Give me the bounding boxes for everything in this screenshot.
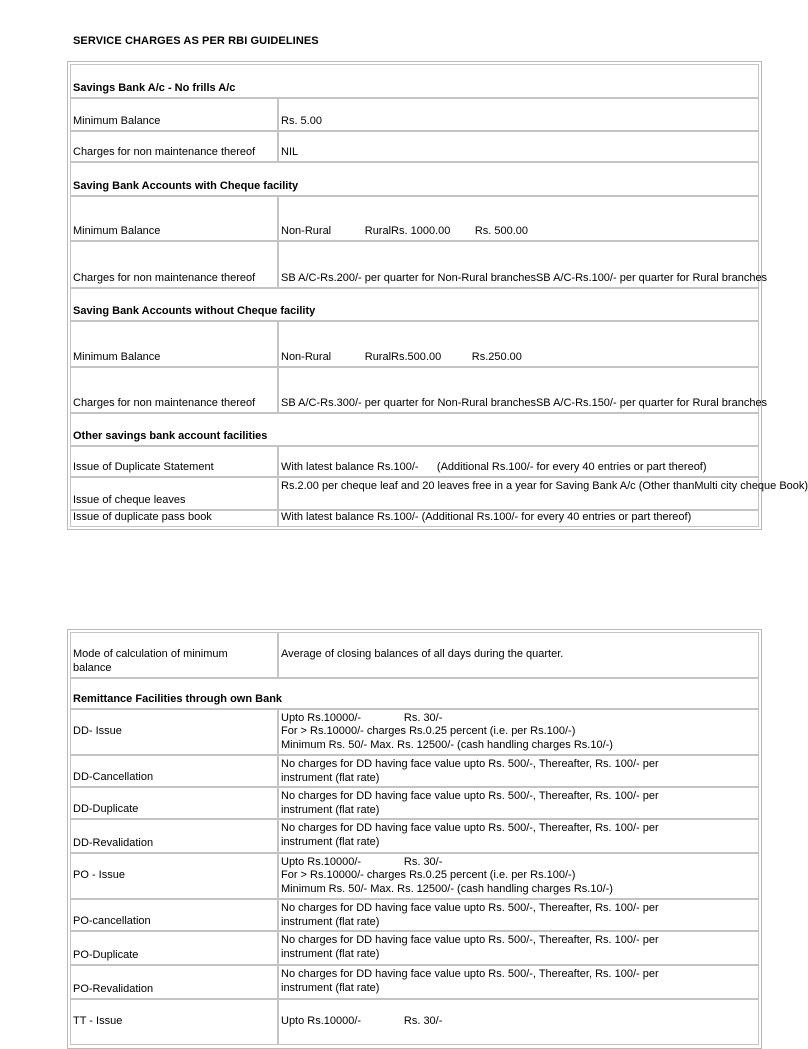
value-line: No charges for DD having face value upto Rs. 500/-, Thereafter, Rs. 100/- per <box>281 758 659 770</box>
row-label <box>70 632 278 678</box>
service-charges-table-2 <box>67 629 762 1049</box>
table-row <box>70 787 759 819</box>
row-label: Issue of cheque leaves <box>70 477 278 510</box>
row-value <box>278 131 759 162</box>
row-label: PO - Issue <box>70 853 278 899</box>
row-value <box>278 321 759 367</box>
row-label: Charges for non maintenance thereof <box>70 241 278 288</box>
row-label: Issue of duplicate pass book <box>70 510 278 527</box>
row-value <box>278 477 808 510</box>
table-row <box>70 819 759 853</box>
table-row <box>70 999 759 1045</box>
row-label: Charges for non maintenance thereof <box>70 131 278 162</box>
value-line: SB A/C-Rs.300/- per quarter for Non-Rural branches <box>281 396 536 409</box>
row-value <box>278 853 759 899</box>
value-line: No charges for DD having face value upto Rs. 500/-, Thereafter, Rs. 100/- per <box>281 822 659 834</box>
value-line: Rs. 5.00 <box>281 114 322 127</box>
value-line: No charges for DD having face value upto Rs. 500/-, Thereafter, Rs. 100/- per <box>281 968 659 980</box>
table-row <box>70 477 808 510</box>
table-row <box>70 196 759 241</box>
value-line: SB A/C-Rs.200/- per quarter for Non-Rural branches <box>281 271 536 284</box>
label-text: Mode of calculation of minimum balance <box>73 648 228 674</box>
value-line: NIL <box>281 145 299 158</box>
section-header-row <box>70 64 759 98</box>
value-line: Multi city cheque Book) <box>694 480 808 492</box>
table-row <box>70 931 759 965</box>
value-line: Non-Rural Rural <box>281 224 392 237</box>
table-row <box>70 510 759 527</box>
table-row <box>70 367 768 413</box>
row-value <box>278 931 759 965</box>
table-row <box>70 131 759 162</box>
row-value <box>278 98 759 131</box>
section-header-row <box>70 678 759 709</box>
value-line: instrument (flat rate) <box>281 835 380 848</box>
value-line: Upto Rs.10000/- Rs. 30/- <box>281 711 443 724</box>
section-header: Saving Bank Accounts without Cheque facility <box>70 288 759 321</box>
row-label: Charges for non maintenance thereof <box>70 367 278 413</box>
value-line: Rs. 1000.00 Rs. 500.00 <box>391 224 529 237</box>
row-label: DD-Duplicate <box>70 787 278 819</box>
row-value <box>278 446 759 477</box>
row-value <box>278 787 759 819</box>
section-header-row <box>70 162 759 196</box>
value-line: SB A/C-Rs.150/- per quarter for Rural branches <box>535 396 768 409</box>
table-row <box>70 755 759 787</box>
row-value <box>278 899 759 931</box>
row-label: DD-Cancellation <box>70 755 278 787</box>
table-row <box>70 632 759 678</box>
row-value <box>278 632 759 678</box>
section-header-row <box>70 288 759 321</box>
table-row <box>70 709 759 755</box>
page-title: SERVICE CHARGES AS PER RBI GUIDELINES <box>73 35 319 47</box>
row-label: TT - Issue <box>70 999 278 1045</box>
table-row <box>70 241 768 288</box>
value-line: No charges for DD having face value upto Rs. 500/-, Thereafter, Rs. 100/- per <box>281 902 659 914</box>
value-line: Upto Rs.10000/- Rs. 30/- <box>281 1015 443 1028</box>
value-line: No charges for DD having face value upto Rs. 500/-, Thereafter, Rs. 100/- per <box>281 790 659 802</box>
section-header: Savings Bank A/c - No frills A/c <box>70 64 759 98</box>
value-line: instrument (flat rate) <box>281 947 380 960</box>
row-label: PO-Revalidation <box>70 965 278 999</box>
row-value <box>278 367 768 413</box>
row-value <box>278 510 759 527</box>
table-row <box>70 98 759 131</box>
value-line: Minimum Rs. 50/- Max. Rs. 12500/- (cash handling charges Rs.10/-) <box>281 882 613 895</box>
table-row <box>70 446 759 477</box>
table-row <box>70 853 759 899</box>
service-charges-table-1 <box>67 61 808 530</box>
value-line: For > Rs.10000/- charges Rs.0.25 percent (i.e. per Rs.100/-) <box>281 725 576 738</box>
row-value <box>278 755 759 787</box>
value-line: Non-Rural Rural <box>281 350 392 363</box>
row-value <box>278 241 768 288</box>
row-label: Minimum Balance <box>70 98 278 131</box>
row-label: Minimum Balance <box>70 321 278 367</box>
row-label: Issue of Duplicate Statement <box>70 446 278 477</box>
section-header: Saving Bank Accounts with Cheque facility <box>70 162 759 196</box>
value-line: For > Rs.10000/- charges Rs.0.25 percent (i.e. per Rs.100/-) <box>281 869 576 882</box>
value-line: Average of closing balances of all days during the quarter. <box>281 648 564 661</box>
value-line: No charges for DD having face value upto Rs. 500/-, Thereafter, Rs. 100/- per <box>281 934 659 946</box>
value-line: Rs.500.00 Rs.250.00 <box>391 350 522 363</box>
table-row <box>70 965 759 999</box>
row-value <box>278 999 759 1045</box>
value-line: With latest balance Rs.100/- (Additional Rs.100/- for every 40 entries or part thereof) <box>281 510 692 523</box>
table-row <box>70 321 759 367</box>
value-line: instrument (flat rate) <box>281 803 380 816</box>
row-value <box>278 965 759 999</box>
row-value <box>278 819 759 853</box>
value-line: SB A/C-Rs.100/- per quarter for Rural branches <box>535 271 768 284</box>
row-label: DD- Issue <box>70 709 278 755</box>
row-label: PO-Duplicate <box>70 931 278 965</box>
section-header-row <box>70 413 759 446</box>
value-line: instrument (flat rate) <box>281 771 380 784</box>
value-line: With latest balance Rs.100/- (Additional Rs.100/- for every 40 entries or part thereof) <box>281 460 707 473</box>
table-row <box>70 899 759 931</box>
value-line: instrument (flat rate) <box>281 981 380 994</box>
row-label: Minimum Balance <box>70 196 278 241</box>
value-line: Upto Rs.10000/- Rs. 30/- <box>281 855 443 868</box>
value-line: Rs.2.00 per cheque leaf and 20 leaves free in a year for Saving Bank A/c (Other than <box>281 480 695 492</box>
section-header: Other savings bank account facilities <box>70 413 759 446</box>
row-value <box>278 709 759 755</box>
section-header: Remittance Facilities through own Bank <box>70 678 759 709</box>
value-line: instrument (flat rate) <box>281 915 380 928</box>
row-label: DD-Revalidation <box>70 819 278 853</box>
row-label: PO-cancellation <box>70 899 278 931</box>
row-value <box>278 196 759 241</box>
value-line: Minimum Rs. 50/- Max. Rs. 12500/- (cash handling charges Rs.10/-) <box>281 738 613 751</box>
